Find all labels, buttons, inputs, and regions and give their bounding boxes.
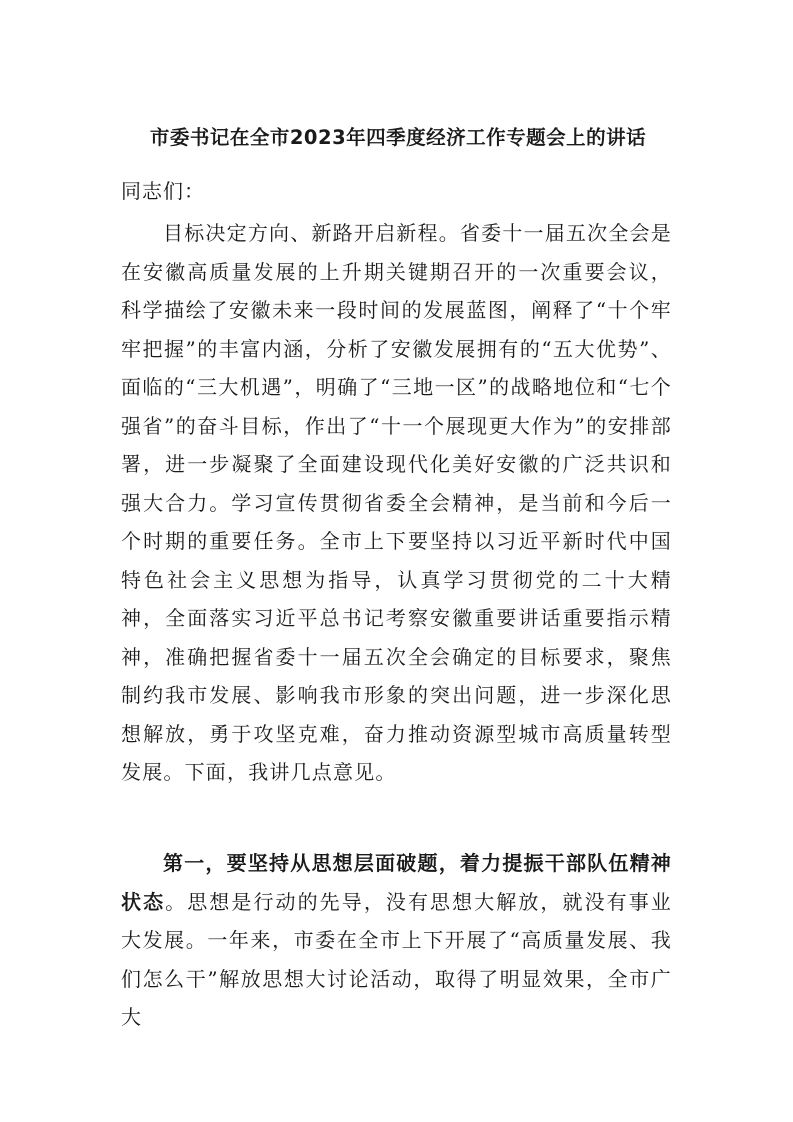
document-title: 市委书记在全市2023年四季度经济工作专题会上的讲话 (149, 126, 647, 149)
body-paragraph-intro: 目标决定方向、新路开启新程。省委十一届五次全会是在安徽高质量发展的上升期关键期召开的一次重要会议，科学描绘了安徽未来一段时间的发展蓝图，阐释了“十个牢牢把握”的丰富内涵，分析了安徽发展拥有的“五大优势”、面临的“三大机遇”，明确了“三地一区”的战略地位和“七个强省”的奋斗目标，作出了“十一个展现更大作为”的安排部署，进一步凝聚了全面建设现代化美好安徽的广泛共识和强大合力。学习宣传贯彻省委全会精神，是当前和今后一个时期的重要任务。全市上下要坚持以习近平新时代中国特色社会主义思想为指导，认真学习贯彻党的二十大精神，全面落实习近平总书记考察安徽重要讲话重要指示精神，准确把握省委十一届五次全会确定的目标要求，聚焦制约我市发展、影响我市形象的突出问题，进一步深化思想解放，勇于攻坚克难，奋力推动资源型城市高质量转型发展。下面，我讲几点意见。 (121, 221, 672, 784)
paragraph-body-text: 。思想是行动的先导，没有思想大解放，就没有事业大发展。一年来，市委在全市上下开展了“高质量发展、我们怎么干”解放思想大讨论活动，取得了明显效果，全市广大 (121, 889, 672, 1029)
body-paragraph-first-point (121, 844, 672, 1037)
salutation: 同志们： (121, 179, 205, 203)
paragraph-lead-heading: 第一，要坚持从思想层面破题，着力提振干部队伍精神状态 (121, 851, 672, 914)
